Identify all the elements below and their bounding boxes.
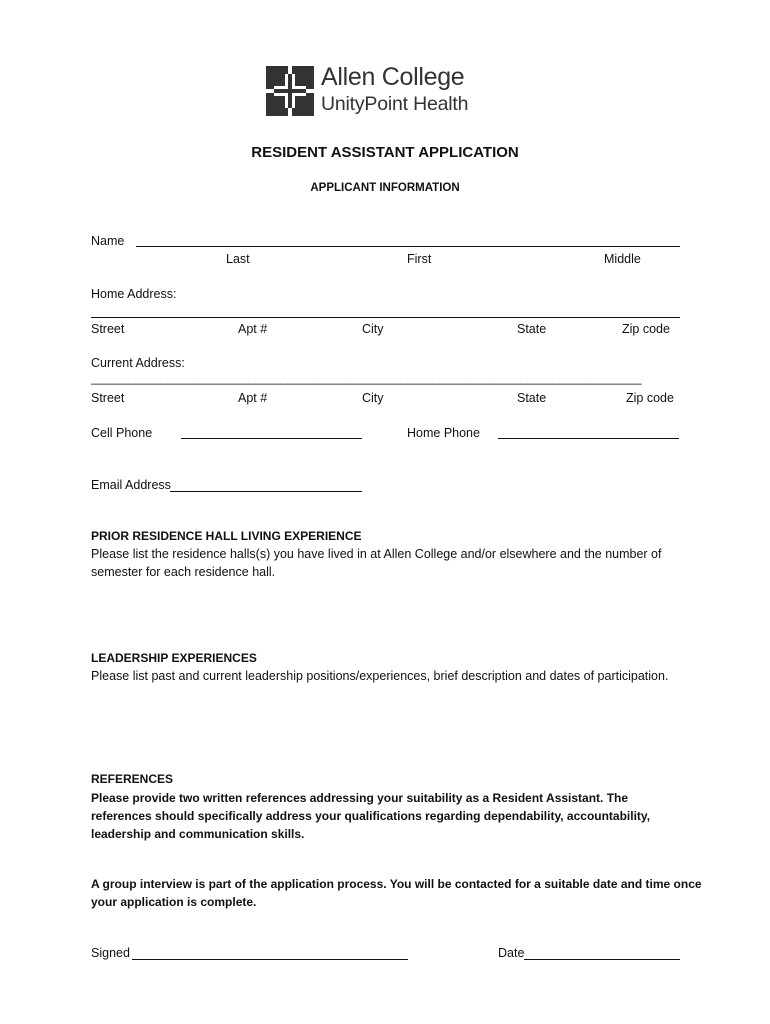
section-subtitle: APPLICANT INFORMATION	[310, 182, 460, 194]
middle-name-caption: Middle	[604, 252, 641, 266]
prior-residence-line-1: Please list the residence halls(s) you have lived in at Allen College and/or elsewhere and the number of	[91, 547, 662, 561]
signed-label: Signed	[91, 946, 130, 960]
home-phone-field[interactable]	[498, 438, 679, 439]
cell-phone-field[interactable]	[181, 438, 362, 439]
current-city-caption: City	[362, 391, 384, 405]
home-apt-caption: Apt #	[238, 322, 268, 336]
name-label: Name	[91, 234, 125, 248]
references-line-3: leadership and communication skills.	[91, 827, 305, 841]
home-address-field[interactable]	[91, 317, 680, 318]
allen-college-logo	[266, 63, 506, 118]
interview-line-2: your application is complete.	[91, 895, 257, 909]
logo-health-name: UnityPoint Health	[321, 93, 469, 115]
home-street-caption: Street	[91, 322, 125, 336]
last-name-caption: Last	[226, 252, 250, 266]
cross-logo-icon	[266, 66, 314, 116]
references-line-2: references should specifically address your qualifications regarding dependability, accountability,	[91, 809, 651, 823]
email-label: Email Address	[91, 478, 171, 492]
interview-line-1: A group interview is part of the application process. You will be contacted for a suitable date and time once	[91, 877, 702, 891]
logo-college-name: Allen College	[321, 63, 465, 91]
references-heading: REFERENCES	[91, 772, 174, 786]
date-field[interactable]	[524, 959, 680, 960]
date-label: Date	[498, 946, 525, 960]
home-state-caption: State	[517, 322, 547, 336]
home-address-label: Home Address:	[91, 287, 177, 301]
current-address-label: Current Address:	[91, 356, 185, 370]
cell-phone-label: Cell Phone	[91, 426, 153, 440]
interview-notice	[91, 875, 702, 911]
home-city-caption: City	[362, 322, 384, 336]
prior-residence-line-2: semester for each residence hall.	[91, 565, 276, 579]
first-name-caption: First	[407, 252, 432, 266]
leadership-heading: LEADERSHIP EXPERIENCES	[91, 651, 257, 665]
signature-field[interactable]	[132, 959, 408, 960]
current-state-caption: State	[517, 391, 547, 405]
page-title: RESIDENT ASSISTANT APPLICATION	[251, 144, 519, 161]
leadership-instructions: Please list past and current leadership positions/experiences, brief description and dates of participation.	[91, 669, 669, 683]
home-zip-caption: Zip code	[622, 322, 670, 336]
current-apt-caption: Apt #	[238, 391, 268, 405]
prior-residence-instructions	[91, 545, 661, 581]
current-zip-caption: Zip code	[626, 391, 674, 405]
email-field[interactable]	[170, 491, 362, 492]
current-street-caption: Street	[91, 391, 125, 405]
current-address-field[interactable]: _______________________________________________________________________________________	[91, 371, 642, 385]
prior-residence-heading: PRIOR RESIDENCE HALL LIVING EXPERIENCE	[91, 529, 362, 543]
references-instructions	[91, 789, 650, 843]
home-phone-label: Home Phone	[407, 426, 480, 440]
name-field[interactable]	[136, 246, 680, 247]
references-line-1: Please provide two written references addressing your suitability as a Resident Assistant. The	[91, 791, 629, 805]
